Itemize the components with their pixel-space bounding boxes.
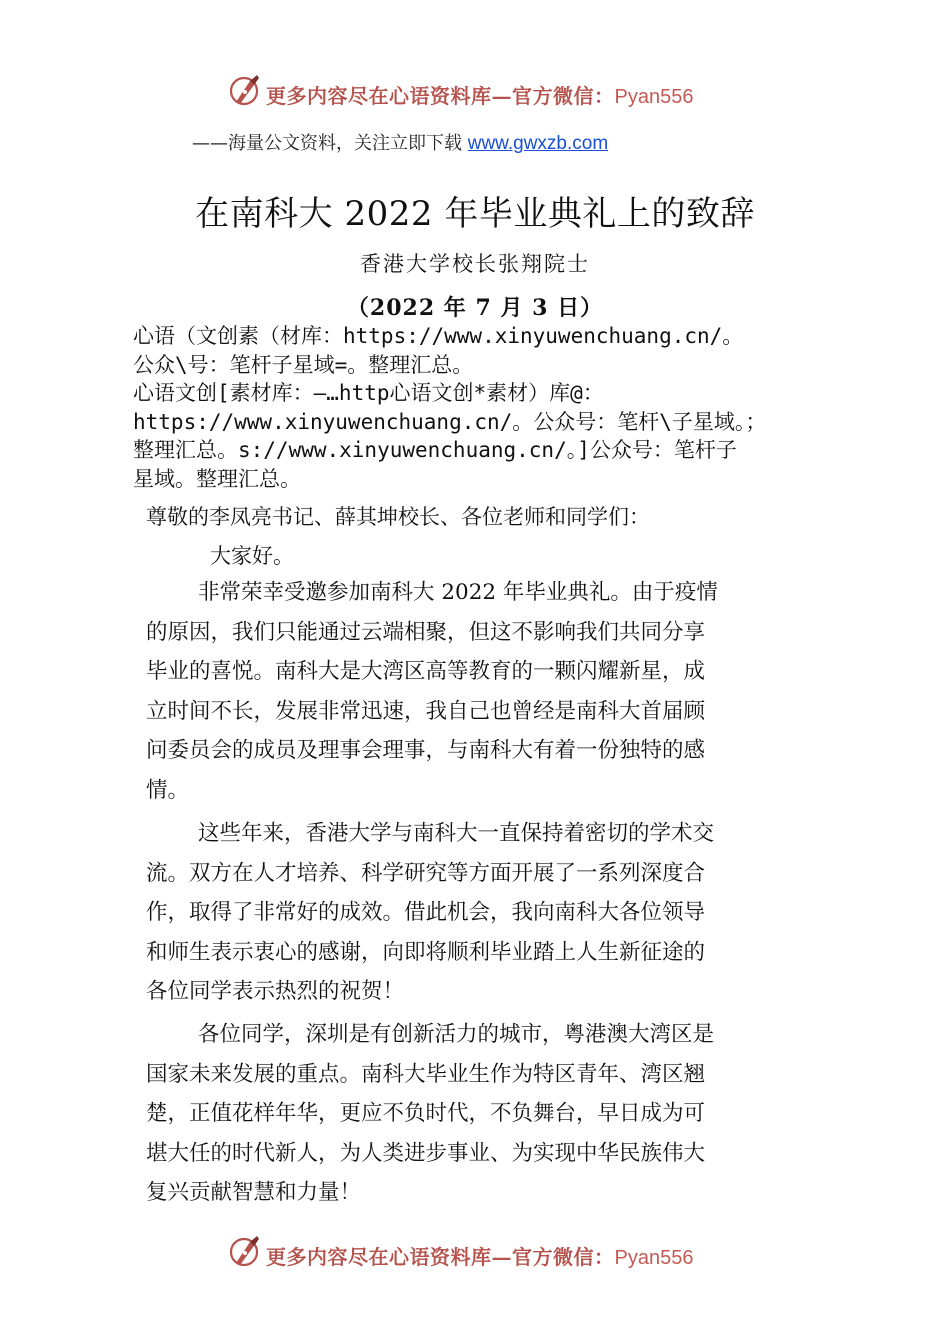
paragraph-line: 各位同学表示热烈的祝贺！: [146, 979, 405, 1004]
source-line: 星域。整理汇总。: [133, 466, 301, 491]
banner-text: 更多内容尽在心语资料库—官方微信：Pyan556: [266, 1245, 694, 1269]
website-link[interactable]: www.gwxzb.com: [467, 133, 609, 154]
paragraph-line: 楚，正值花样年华，更应不负时代，不负舞台，早日成为可: [146, 1101, 706, 1126]
paragraph-3: [146, 1015, 811, 1213]
paragraph-line: 问委员会的成员及理事会理事，与南科大有着一份独特的感: [146, 738, 706, 763]
footer-banner[interactable]: [226, 1233, 746, 1273]
paragraph-line: 情。: [146, 777, 190, 803]
author-line: 香港大学校长张翔院士: [360, 252, 590, 276]
salutation: 尊敬的李凤亮书记、薛其坤校长、各位老师和同学们：: [146, 505, 650, 529]
pen-nib-logo-icon: [226, 72, 264, 110]
paragraph-line: 作，取得了非常好的成效。借此机会，我向南科大各位领导: [146, 900, 706, 925]
source-line: https://www.xinyuwenchuang.cn/。公众号：笔杆\子星域。；: [133, 409, 767, 434]
paragraph-line: 这些年来，香港大学与南科大一直保持着密切的学术交: [198, 821, 715, 846]
paragraph-2: [146, 814, 811, 1012]
source-line: 心语（文创素（材库：https://www.xinyuwenchuang.cn/。: [133, 324, 744, 348]
pen-nib-logo-icon: [226, 1233, 264, 1271]
paragraph-line: 各位同学，深圳是有创新活力的城市，粤港澳大湾区是: [198, 1022, 715, 1047]
paragraph-line: 复兴贡献智慧和力量！: [146, 1180, 362, 1205]
wechat-id: Pyan556: [614, 1247, 694, 1269]
source-line: 整理汇总。s://www.xinyuwenchuang.cn/。]公众号：笔杆子: [133, 438, 737, 462]
greeting-line: 大家好。: [210, 544, 294, 568]
paragraph-line: 立时间不长，发展非常迅速，我自己也曾经是南科大首届顾: [146, 698, 706, 724]
document-title: 在南科大 2022 年毕业典礼上的致辞: [195, 194, 755, 234]
wechat-id: Pyan556: [614, 86, 694, 108]
download-notice: [192, 129, 608, 155]
paragraph-line: 堪大任的时代新人，为人类进步事业、为实现中华民族伟大: [146, 1140, 706, 1166]
source-notice: [133, 322, 833, 493]
source-line: 公众\号：笔杆子星域=。整理汇总。: [133, 352, 474, 377]
banner-text: 更多内容尽在心语资料库—官方微信：Pyan556: [266, 84, 694, 108]
paragraph-1: [146, 573, 811, 810]
paragraph-line: 国家未来发展的重点。南科大毕业生作为特区青年、湾区翘: [146, 1061, 706, 1087]
source-line: 心语文创[素材库：—…http心语文创*素材）库@：: [133, 381, 604, 405]
paragraph-line: 毕业的喜悦。南科大是大湾区高等教育的一颗闪耀新星，成: [146, 659, 706, 684]
paragraph-line: 非常荣幸受邀参加南科大 2022 年毕业典礼。由于疫情: [198, 580, 718, 605]
paragraph-line: 的原因，我们只能通过云端相聚，但这不影响我们共同分享: [146, 619, 706, 645]
paragraph-line: 流。双方在人才培养、科学研究等方面开展了一系列深度合: [146, 860, 706, 886]
header-banner[interactable]: [226, 72, 746, 112]
paragraph-line: 和师生表示衷心的感谢，向即将顺利毕业踏上人生新征途的: [146, 939, 706, 965]
download-notice-text: ——海量公文资料，关注立即下载: [192, 133, 468, 154]
date-line: （2022 年 7 月 3 日）: [346, 295, 604, 321]
